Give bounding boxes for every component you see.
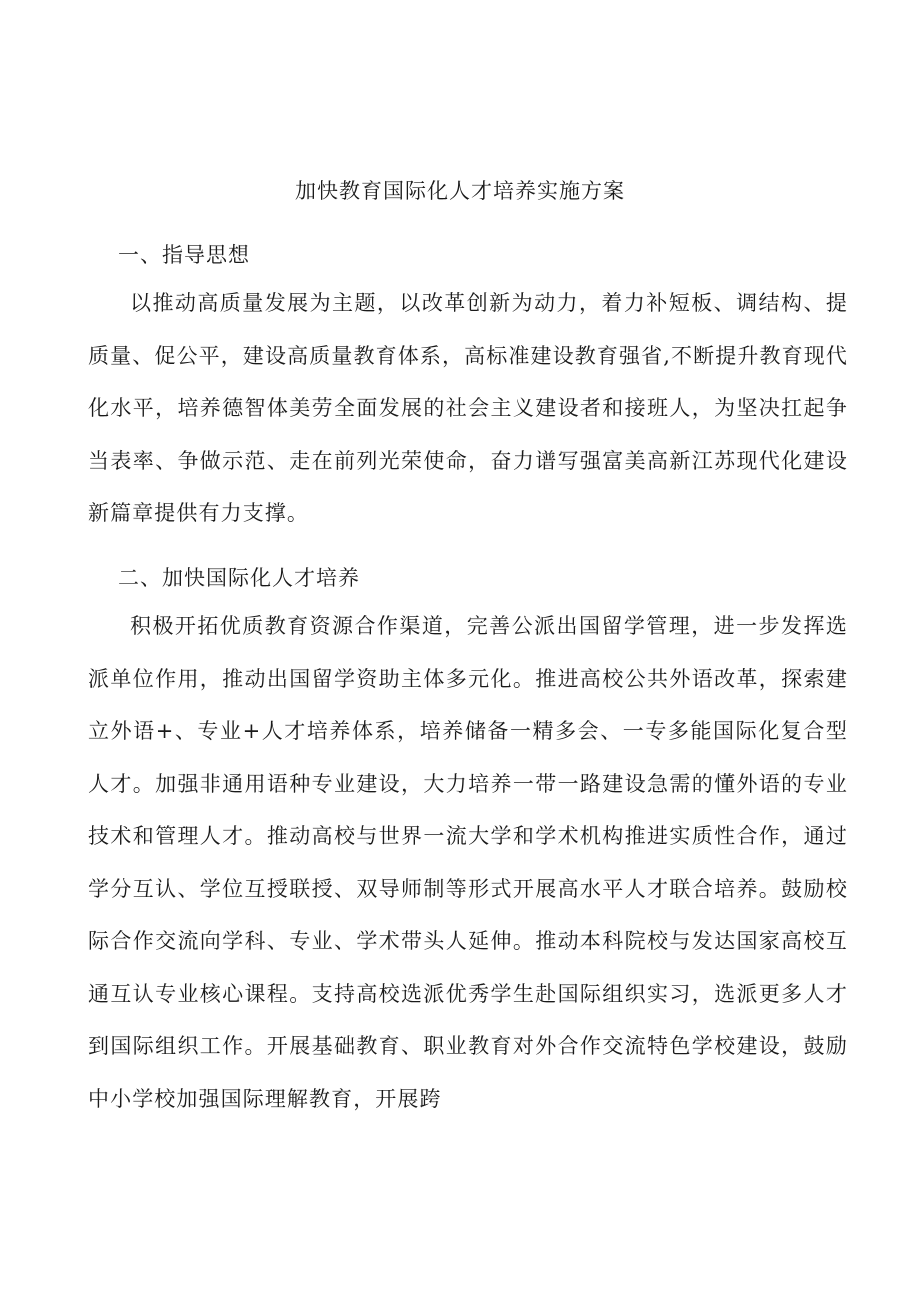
section-heading-international-talent: 二、加快国际化人才培养 [118, 566, 360, 590]
document-title: 加快教育国际化人才培养实施方案 [295, 179, 625, 203]
section-body-international-talent: 积极开拓优质教育资源合作渠道，完善公派出国留学管理，进一步发挥选派单位作用，推动出国留学资助主体多元化。推进高校公共外语改革，探索建立外语+、专业+人才培养体系，培养储备一精多会、一专多能国际化复合型人才。加强非通用语种专业建设，大力培养一带一路建设急需的懂外语的专业技术和管理人才。推动高校与世界一流大学和学术机构推进实质性合作，通过学分互认、学位互授联授、双导师制等形式开展高水平人才联合培养。鼓励校际合作交流向学科、专业、学术带头人延伸。推动本科院校与发达国家高校互通互认专业核心课程。支持高校选派优秀学生赴国际组织实习，选派更多人才到国际组织工作。开展基础教育、职业教育对外合作交流特色学校建设，鼓励中小学校加强国际理解教育，开展跨 [88, 614, 848, 1111]
section-heading-guiding-ideology: 一、指导思想 [118, 243, 250, 267]
section-body-guiding-ideology: 以推动高质量发展为主题，以改革创新为动力，着力补短板、调结构、提质量、促公平，建设高质量教育体系，高标准建设教育强省,不断提升教育现代化水平，培养德智体美劳全面发展的社会主义建设者和接班人，为坚决扛起争当表率、争做示范、走在前列光荣使命，奋力谱写强富美高新江苏现代化建设新篇章提供有力支撑。 [88, 291, 848, 525]
